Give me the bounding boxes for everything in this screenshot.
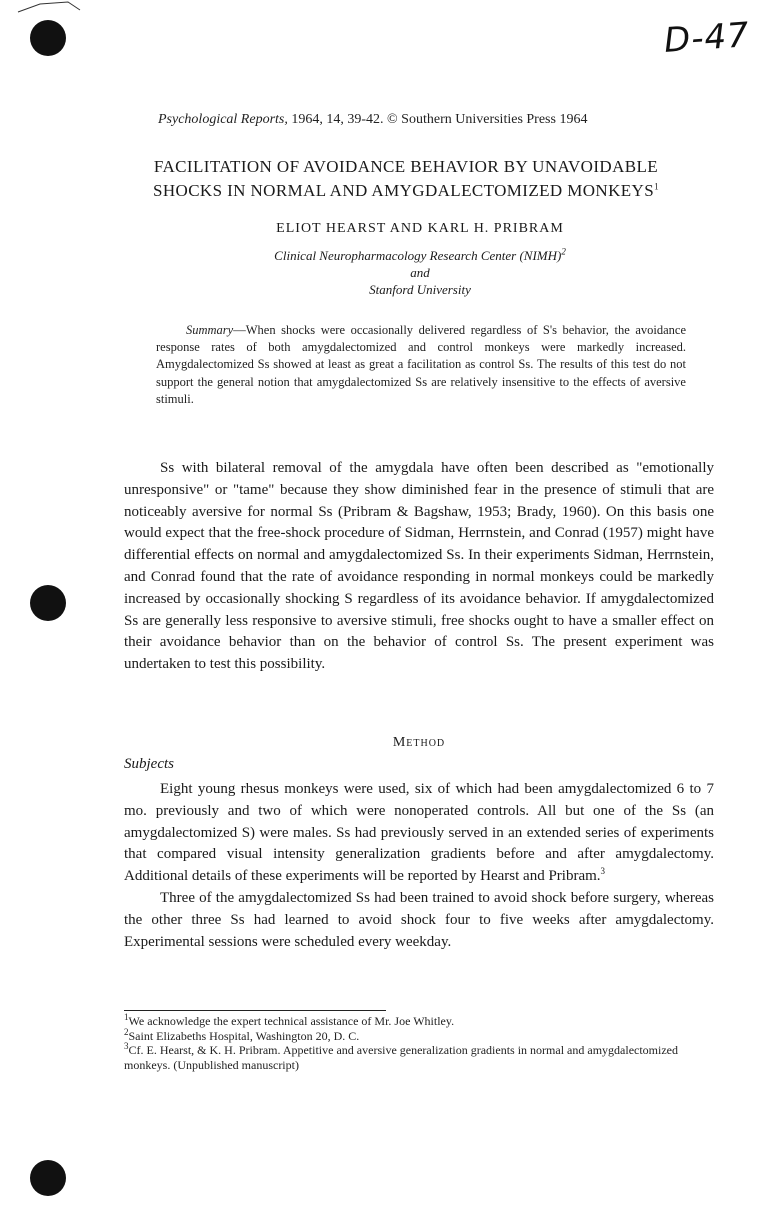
abstract-label: Summary [186,323,234,337]
body-paragraph: Three of the amygdalectomized Ss had been trained to avoid shock before surgery, whereas the other three Ss had learned to avoid shock four to five weeks after amygdalectomy. Experimental sessions were scheduled every weekday. [124,889,714,950]
footnote [124,1026,714,1044]
footnote-text: Saint Elizabeths Hospital, Washington 20, D. C. [128,1028,360,1043]
footnote-marker: 2 [561,246,566,257]
footnote [124,1043,714,1072]
abstract-paragraph [156,322,686,408]
journal-details: 1964, 14, 39-42. [291,112,384,127]
section-heading: Method [392,735,446,750]
footnote [124,1014,714,1029]
intro-section [124,458,714,676]
abstract-text: —When shocks were occasionally delivered regardless of S's behavior, the avoidance response rates of both amygdalectomized and control monkeys were markedly increased. Amygdalectomized Ss showed at least as great a facilitation as control Ss. The results of this test do not support the general notion that amygdalectomized Ss are relatively insensitive to the effects of aversive stimuli. [156,323,686,406]
author-list: ELIOT HEARST AND KARL H. PRIBRAM [276,221,564,236]
affiliation-text: Clinical Neuropharmacology Research Center (NIMH) [274,248,562,263]
affiliation-line: Stanford University [369,282,471,297]
scan-corner-mark [0,0,90,20]
paper-title [96,155,716,203]
punch-hole [30,585,66,621]
footnote-marker: 1 [124,1012,129,1022]
footnote-marker: 2 [124,1026,129,1037]
body-paragraph-text: Eight young rhesus monkeys were used, six of which had been amygdalectomized 6 to 7 mo. previously and two of which were nonoperated controls. All but one of the Ss (an amygdalectomized S) were males. Ss had previously served in an extended series of experiments that compared visual intensity generalization gradients before and after amygdalectomy. Additional details of these experiments will be reported by Hearst and Pribram. [124,781,714,885]
footnote-marker: 3 [600,866,606,877]
affiliation-line: and [410,265,430,280]
title-line: FACILITATION OF AVOIDANCE BEHAVIOR BY UNAVOIDABLE [153,157,659,176]
footnote-text: We acknowledge the expert technical assistance of Mr. Joe Whitley. [128,1014,455,1028]
body-paragraph: Ss with bilateral removal of the amygdala have often been described as "emotionally unresponsive" or "tame" because they show diminished fear in the presence of stimuli that are noticeably aversive for normal Ss (Pribram & Bagshaw, 1953; Brady, 1960). On this basis one would expect that the free-shock procedure of Sidman, Herrnstein, and Conrad (1957) might have differential effects on normal and amygdalectomized Ss. In their experiments Sidman, Herrnstein, and Conrad found that the rate of avoidance responding in normal monkeys could be markedly increased by occasionally shocking S regardless of its avoidance behavior. If amygdalectomized Ss are generally less responsive to aversive stimuli, free shocks ought to have a smaller effect on their avoidance behavior than on the behavior of control Ss. The present experiment was undertaken to test this possibility. [124,460,714,673]
footnote-marker: 1 [654,181,659,192]
handwritten-stamp: D-47 [662,15,752,61]
journal-copyright: © Southern Universities Press 1964 [387,112,588,127]
affiliation-line [120,247,720,264]
punch-hole [30,1160,66,1196]
title-line [96,179,716,203]
journal-name: Psychological Reports, [158,112,288,127]
footnote-rule [124,1010,386,1011]
title-line-text: SHOCKS IN NORMAL AND AMYGDALECTOMIZED MONKEYS [152,181,655,200]
footnote-marker: 3 [124,1041,129,1051]
journal-header [158,112,698,128]
abstract [156,322,686,408]
subjects-section [124,779,714,953]
punch-hole [30,20,66,56]
subsection-heading: Subjects [124,756,174,772]
footnotes [124,1014,714,1072]
footnote-text: Cf. E. Hearst, & K. H. Pribram. Appetitive and aversive generalization gradients in normal and amygdalectomized monkeys. (Unpublished manuscript) [124,1043,678,1072]
body-paragraph [124,779,714,888]
affiliation [120,247,720,298]
